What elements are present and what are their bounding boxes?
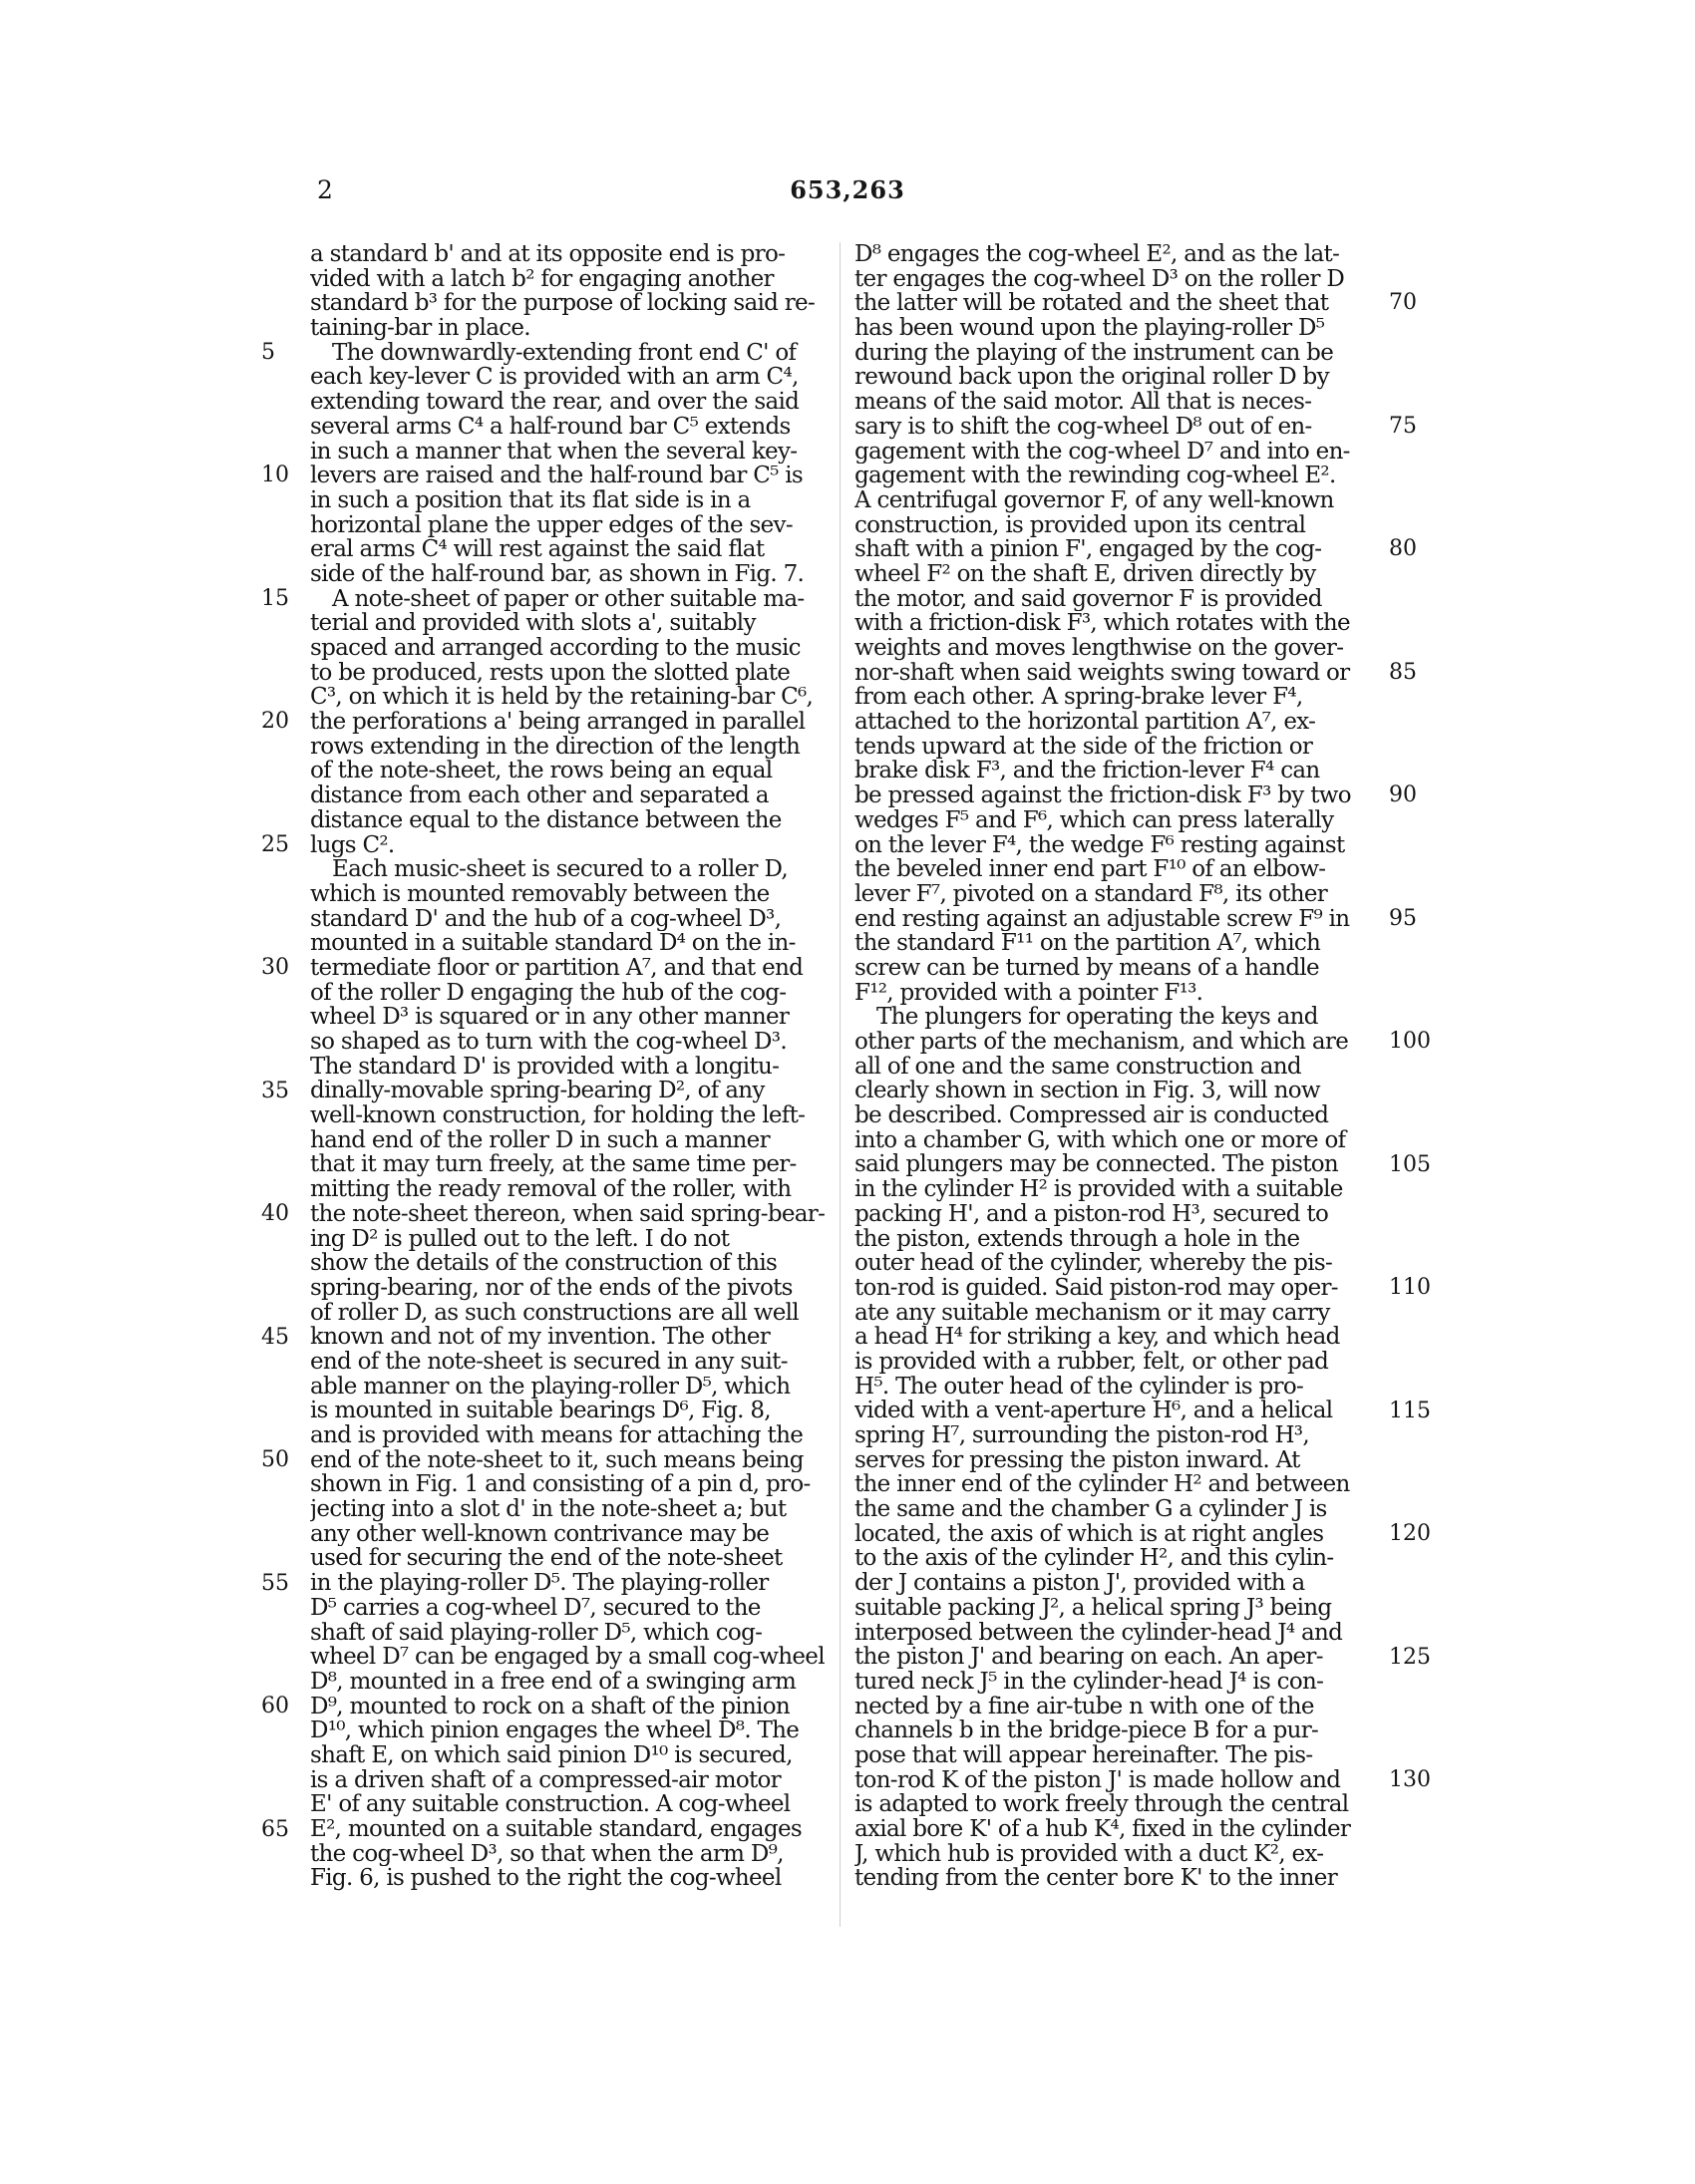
text-line: lugs C². bbox=[310, 832, 395, 858]
text-line: that it may turn freely, at the same time per- bbox=[310, 1152, 797, 1178]
text-line: E' of any suitable construction. A cog-wheel bbox=[310, 1792, 791, 1817]
text-line: The standard D' is provided with a longitu- bbox=[310, 1054, 780, 1080]
text-line: several arms C⁴ a half-round bar C⁵ extends bbox=[310, 414, 791, 440]
text-line: hand end of the roller D in such a manner bbox=[310, 1127, 770, 1153]
text-line: construction, is provided upon its central bbox=[854, 512, 1306, 538]
text-line: end resting against an adjustable screw F⁹ in bbox=[854, 906, 1350, 932]
line-number: 20 bbox=[261, 709, 289, 735]
text-line: into a chamber G, with which one or more of bbox=[854, 1127, 1346, 1153]
text-line: extending toward the rear, and over the said bbox=[310, 390, 800, 415]
text-line: outer head of the cylinder, whereby the pis- bbox=[854, 1251, 1333, 1276]
text-line: able manner on the playing-roller D⁵, which bbox=[310, 1374, 791, 1400]
text-line: of the note-sheet, the rows being an equal bbox=[310, 759, 773, 784]
patent-number: 653,263 bbox=[790, 175, 905, 204]
text-line: A centrifugal governor F, of any well-known bbox=[854, 487, 1334, 513]
line-number: 45 bbox=[261, 1324, 289, 1350]
text-line: taining-bar in place. bbox=[310, 316, 530, 341]
line-number: 105 bbox=[1389, 1151, 1431, 1177]
text-line: H⁵. The outer head of the cylinder is pro- bbox=[854, 1374, 1304, 1400]
text-line: A note-sheet of paper or other suitable ma- bbox=[332, 586, 805, 612]
text-line: levers are raised and the half-round bar C⁵ is bbox=[310, 464, 804, 488]
text-line: der J contains a piston J', provided with a bbox=[854, 1571, 1305, 1596]
text-line: clearly shown in section in Fig. 3, will now bbox=[854, 1079, 1320, 1104]
text-line: termediate floor or partition A⁷, and that end bbox=[310, 955, 804, 981]
text-line: the standard F¹¹ on the partition A⁷, which bbox=[854, 931, 1321, 956]
text-line: the latter will be rotated and the sheet that bbox=[854, 291, 1329, 317]
text-line: spaced and arranged according to the music bbox=[310, 636, 801, 661]
text-line: interposed between the cylinder-head J⁴ and bbox=[854, 1620, 1343, 1646]
text-line: ate any suitable mechanism or it may carry bbox=[854, 1300, 1330, 1326]
text-line: from each other. A spring-brake lever F⁴, bbox=[854, 685, 1303, 711]
line-number: 25 bbox=[261, 831, 289, 857]
text-line: ter engages the cog-wheel D³ on the roller D bbox=[854, 266, 1345, 292]
text-line: sary is to shift the cog-wheel D⁸ out of en- bbox=[854, 414, 1312, 440]
line-number: 5 bbox=[261, 339, 275, 365]
text-line: tured neck J⁵ in the cylinder-head J⁴ is con- bbox=[854, 1669, 1324, 1695]
text-line: with a friction-disk F³, which rotates with the bbox=[854, 611, 1350, 636]
line-number: 125 bbox=[1389, 1644, 1431, 1670]
text-line: vided with a latch b² for engaging another bbox=[310, 266, 774, 292]
text-line: in such a position that its flat side is in a bbox=[310, 487, 751, 513]
line-number: 130 bbox=[1389, 1767, 1431, 1793]
text-line: D¹⁰, which pinion engages the wheel D⁸. The bbox=[310, 1718, 800, 1743]
line-number: 35 bbox=[261, 1078, 289, 1103]
line-number: 110 bbox=[1389, 1275, 1431, 1301]
text-line: wheel D³ is squared or in any other manner bbox=[310, 1005, 790, 1030]
text-line: rewound back upon the original roller D by bbox=[854, 365, 1329, 391]
text-line: all of one and the same construction and bbox=[854, 1054, 1301, 1080]
line-number: 10 bbox=[261, 463, 289, 488]
text-line: nor-shaft when said weights swing toward or bbox=[854, 660, 1350, 686]
text-line: suitable packing J², a helical spring J³ being bbox=[854, 1595, 1332, 1621]
text-line: used for securing the end of the note-sheet bbox=[310, 1546, 783, 1572]
text-line: is mounted in suitable bearings D⁶, Fig. 8, bbox=[310, 1399, 771, 1423]
text-line: shaft of said playing-roller D⁵, which cog- bbox=[310, 1620, 763, 1646]
line-number: 120 bbox=[1389, 1521, 1431, 1547]
text-line: tending from the center bore K' to the inner bbox=[854, 1866, 1337, 1892]
text-line: so shaped as to turn with the cog-wheel D³. bbox=[310, 1030, 787, 1055]
line-number: 30 bbox=[261, 955, 289, 981]
text-line: shaft E, on which said pinion D¹⁰ is secured, bbox=[310, 1742, 793, 1768]
text-line: distance from each other and separated a bbox=[310, 783, 769, 808]
text-line: ton-rod is guided. Said piston-rod may oper- bbox=[854, 1275, 1338, 1301]
text-line: show the details of the construction of this bbox=[310, 1251, 778, 1276]
left-text-column bbox=[310, 242, 834, 1891]
line-number: 80 bbox=[1389, 536, 1417, 562]
line-number: 40 bbox=[261, 1201, 289, 1227]
text-line: which is mounted removably between the bbox=[310, 881, 770, 907]
text-line: axial bore K' of a hub K⁴, fixed in the cylinder bbox=[854, 1817, 1351, 1842]
line-number: 115 bbox=[1389, 1398, 1431, 1423]
text-line: shaft with a pinion F', engaged by the cog- bbox=[854, 537, 1322, 562]
text-line: gagement with the rewinding cog-wheel E². bbox=[854, 464, 1336, 488]
text-line: the piston J' and bearing on each. An aper- bbox=[854, 1645, 1323, 1670]
line-number: 50 bbox=[261, 1447, 289, 1473]
text-line: pose that will appear hereinafter. The pis- bbox=[854, 1742, 1313, 1768]
text-line: D⁹, mounted to rock on a shaft of the pinion bbox=[310, 1694, 790, 1719]
right-text-column bbox=[854, 242, 1378, 1891]
text-line: means of the said motor. All that is neces- bbox=[854, 390, 1312, 415]
text-line: a standard b' and at its opposite end is pro- bbox=[310, 242, 786, 267]
text-line: during the playing of the instrument can be bbox=[854, 340, 1334, 366]
text-line: of roller D, as such constructions are all well bbox=[310, 1300, 799, 1326]
line-number: 75 bbox=[1389, 413, 1417, 439]
text-line: lever F⁷, pivoted on a standard F⁸, its other bbox=[854, 881, 1328, 907]
text-line: ton-rod K of the piston J' is made hollow and bbox=[854, 1767, 1341, 1793]
line-number: 85 bbox=[1389, 659, 1417, 685]
text-line: serves for pressing the piston inward. At bbox=[854, 1447, 1300, 1473]
text-line: the beveled inner end part F¹⁰ of an elbow- bbox=[854, 857, 1326, 882]
text-line: is a driven shaft of a compressed-air motor bbox=[310, 1767, 781, 1793]
text-line: well-known construction, for holding the left- bbox=[310, 1103, 806, 1128]
line-number: 70 bbox=[1389, 290, 1417, 316]
text-line: standard D' and the hub of a cog-wheel D³, bbox=[310, 906, 782, 932]
text-line: eral arms C⁴ will rest against the said flat bbox=[310, 537, 765, 562]
text-line: tends upward at the side of the friction or bbox=[854, 734, 1313, 760]
text-line: be described. Compressed air is conducted bbox=[854, 1103, 1329, 1128]
text-line: side of the half-round bar, as shown in Fig. 7. bbox=[310, 561, 805, 587]
line-number: 90 bbox=[1389, 782, 1417, 808]
text-line: nected by a fine air-tube n with one of the bbox=[854, 1694, 1314, 1719]
text-line: known and not of my invention. The other bbox=[310, 1325, 771, 1350]
text-line: mounted in a suitable standard D⁴ on the in- bbox=[310, 931, 796, 956]
text-line: wheel F² on the shaft E, driven directly by bbox=[854, 561, 1316, 587]
text-line: on the lever F⁴, the wedge F⁶ resting against bbox=[854, 832, 1345, 858]
text-line: packing H', and a piston-rod H³, secured to bbox=[854, 1201, 1329, 1227]
line-number: 55 bbox=[261, 1570, 289, 1596]
text-line: is adapted to work freely through the central bbox=[854, 1792, 1349, 1817]
text-line: D⁸ engages the cog-wheel E², and as the lat- bbox=[854, 242, 1340, 267]
column-divider bbox=[840, 242, 841, 1927]
text-line: be pressed against the friction-disk F³ by two bbox=[854, 783, 1351, 808]
text-line: ing D² is pulled out to the left. I do not bbox=[310, 1226, 730, 1252]
text-line: standard b³ for the purpose of locking said re- bbox=[310, 291, 816, 317]
text-line: spring H⁷, surrounding the piston-rod H³, bbox=[854, 1423, 1309, 1448]
text-line: jecting into a slot d' in the note-sheet a; but bbox=[310, 1497, 787, 1522]
text-line: other parts of the mechanism, and which are bbox=[854, 1030, 1349, 1055]
text-line: wedges F⁵ and F⁶, which can press laterally bbox=[854, 807, 1334, 833]
line-number: 95 bbox=[1389, 905, 1417, 931]
text-line: to be produced, rests upon the slotted plate bbox=[310, 660, 791, 686]
text-line: to the axis of the cylinder H², and this cylin- bbox=[854, 1546, 1334, 1572]
text-line: Fig. 6, is pushed to the right the cog-wheel bbox=[310, 1866, 782, 1892]
line-number: 60 bbox=[261, 1694, 289, 1719]
text-line: the motor, and said governor F is provided bbox=[854, 586, 1322, 612]
text-line: E², mounted on a suitable standard, engages bbox=[310, 1817, 802, 1842]
text-line: a head H⁴ for striking a key, and which head bbox=[854, 1325, 1340, 1350]
text-line: the piston, extends through a hole in the bbox=[854, 1226, 1300, 1252]
text-line: in such a manner that when the several key- bbox=[310, 439, 798, 465]
text-line: dinally-movable spring-bearing D², of any bbox=[310, 1079, 765, 1104]
text-line: of the roller D engaging the hub of the cog- bbox=[310, 980, 787, 1006]
text-line: screw can be turned by means of a handle bbox=[854, 955, 1319, 981]
text-line: F¹², provided with a pointer F¹³. bbox=[854, 980, 1203, 1006]
text-line: channels b in the bridge-piece B for a pur- bbox=[854, 1718, 1319, 1743]
text-line: the same and the chamber G a cylinder J is bbox=[854, 1497, 1327, 1522]
text-line: the cog-wheel D³, so that when the arm D⁹, bbox=[310, 1841, 784, 1867]
text-line: each key-lever C is provided with an arm C⁴, bbox=[310, 365, 799, 391]
text-line: distance equal to the distance between the bbox=[310, 807, 782, 833]
text-line: D⁸, mounted in a free end of a swinging arm bbox=[310, 1669, 797, 1695]
text-line: The plungers for operating the keys and bbox=[876, 1005, 1318, 1030]
text-line: located, the axis of which is at right angles bbox=[854, 1521, 1324, 1547]
text-line: shown in Fig. 1 and consisting of a pin d, pro- bbox=[310, 1472, 811, 1498]
text-line: in the playing-roller D⁵. The playing-roller bbox=[310, 1571, 769, 1596]
text-line: weights and moves lengthwise on the gover- bbox=[854, 636, 1344, 661]
text-line: mitting the ready removal of the roller, with bbox=[310, 1177, 792, 1202]
line-number: 100 bbox=[1389, 1029, 1431, 1055]
text-line: rows extending in the direction of the length bbox=[310, 734, 801, 760]
text-line: Each music-sheet is secured to a roller D, bbox=[332, 857, 788, 882]
line-number: 15 bbox=[261, 585, 289, 611]
text-line: is provided with a rubber, felt, or other pad bbox=[854, 1349, 1329, 1375]
text-line: C³, on which it is held by the retaining-bar C⁶, bbox=[310, 685, 814, 711]
text-line: D⁵ carries a cog-wheel D⁷, secured to the bbox=[310, 1595, 761, 1621]
text-line: any other well-known contrivance may be bbox=[310, 1521, 770, 1547]
text-line: end of the note-sheet is secured in any suit- bbox=[310, 1349, 788, 1375]
text-line: terial and provided with slots a', suitably bbox=[310, 611, 756, 636]
text-line: end of the note-sheet to it, such means being bbox=[310, 1447, 804, 1473]
page-number: 2 bbox=[317, 175, 333, 204]
text-line: has been wound upon the playing-roller D⁵ bbox=[854, 316, 1325, 341]
text-line: in the cylinder H² is provided with a suitable bbox=[854, 1177, 1343, 1202]
text-line: said plungers may be connected. The piston bbox=[854, 1152, 1339, 1178]
text-line: the note-sheet thereon, when said spring-bear- bbox=[310, 1201, 826, 1227]
text-line: the perforations a' being arranged in parallel bbox=[310, 710, 806, 735]
text-line: the inner end of the cylinder H² and between bbox=[854, 1472, 1350, 1498]
text-line: wheel D⁷ can be engaged by a small cog-wheel bbox=[310, 1645, 825, 1670]
line-number: 65 bbox=[261, 1816, 289, 1842]
text-line: vided with a vent-aperture H⁶, and a helical bbox=[854, 1399, 1333, 1423]
text-line: The downwardly-extending front end C' of bbox=[332, 340, 797, 366]
text-line: J, which hub is provided with a duct K², ex- bbox=[854, 1841, 1324, 1867]
text-line: brake disk F³, and the friction-lever F⁴ can bbox=[854, 759, 1320, 784]
text-line: gagement with the cog-wheel D⁷ and into en- bbox=[854, 439, 1350, 465]
text-line: horizontal plane the upper edges of the sev- bbox=[310, 512, 793, 538]
text-line: and is provided with means for attaching the bbox=[310, 1423, 804, 1448]
text-line: spring-bearing, nor of the ends of the pivots bbox=[310, 1275, 793, 1301]
text-line: attached to the horizontal partition A⁷, ex- bbox=[854, 710, 1316, 735]
